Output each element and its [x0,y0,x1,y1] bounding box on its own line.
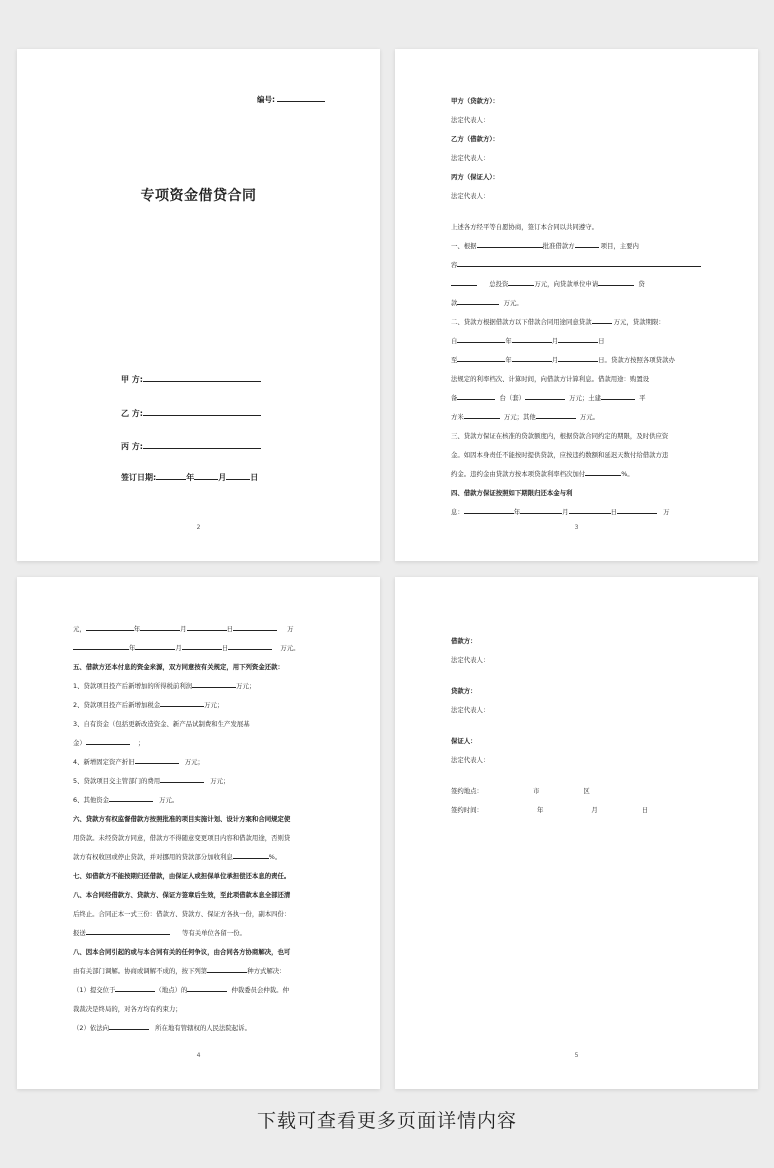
borrower-sign-heading: 借款方： [451,637,477,645]
contract-body [73,620,325,1038]
clause-4-line-1: 四、借款方保证按照如下期限归还本金与利 [451,489,573,497]
signing-date-label: 签订日期: [121,473,157,482]
contract-page-3 [17,577,380,1089]
funding-item-3: 3、自有资金（包括更新改造资金、新产品试制费和生产发展基 [73,720,250,728]
clause-2-line-6: 方米 万元；其他 万元。 [451,413,600,421]
clause-9-line-3: （1）提交位于 （地点）的 仲裁委员会仲裁。仲 [73,986,289,994]
party-c-field [121,439,261,452]
guarantor-heading: 丙方（保证人）： [451,173,499,181]
contract-page-cover [17,49,380,561]
page-number: 4 [196,1052,201,1059]
funding-item-1: 1、贷款项目投产后新增加的所得税前利润 万元； [73,682,256,690]
funding-item-3-cont: 金） ； [73,739,145,747]
lender-sign-rep: 法定代表人： [451,706,490,714]
clause-8-line-2: 后终止。合同正本一式三份：借款方、贷款方、保证方各执一份，副本四份： [73,910,291,918]
clause-1-line-2: 容 [451,256,703,275]
clause-2-line-5: 备 台（套） 万元；土建 平 [451,394,646,402]
borrower-sign-rep: 法定代表人： [451,656,490,664]
clause-4-line-2: 息： 年 月 日 万 [451,508,670,516]
contract-number-blank [277,93,325,102]
contract-page-2 [395,49,758,561]
clause-5: 五、借款方还本付息的资金来源，双方同意按有关规定，用下列资金还款： [73,663,284,671]
clause-6-line-3: 款方有权收回或停止贷款，并对挪用的贷款部分加收利息 %。 [73,853,282,861]
funding-item-4: 4、新增固定资产折旧 万元； [73,758,204,766]
guarantor-rep: 法定代表人： [451,192,490,200]
clause-6-line-2: 用贷款。未经贷款方同意，借款方不得随意变更项目内容和借款用途，否则贷 [73,834,291,842]
contract-number [257,93,325,105]
funding-item-5: 5、贷款项目交主管部门的费用 万元； [73,777,230,785]
page-number: 5 [574,1052,579,1059]
borrower-heading: 乙方（借款方）： [451,135,499,143]
page-number: 2 [196,524,201,531]
signature-block [451,632,703,820]
party-a-blank [143,372,261,382]
clause-2-line-2: 自 年 月 日 [451,337,605,345]
guarantor-sign-heading: 保证人： [451,737,477,745]
borrower-rep: 法定代表人： [451,154,490,162]
signing-date-field [121,470,258,483]
repayment-line-2: 年 月 日 万元。 [73,639,325,658]
party-b-field [121,406,261,419]
clause-2-line-1: 二、贷款方根据借款方以下借款合同用途同意贷款 万元，贷款期限： [451,318,665,326]
clause-3-line-2: 金。如因本身责任不能按时提供贷款，应按违约数额和延迟天数付给借款方违 [451,451,669,459]
party-a-field [121,372,261,385]
guarantor-sign-rep: 法定代表人： [451,756,490,764]
clause-2-line-4: 法规定的利率档次、计算时间，向借款方计算利息。借款用途：购置设 [451,375,650,383]
month-label: 月 [218,473,227,482]
lender-heading: 甲方（贷款方）： [451,97,499,105]
clause-3-line-1: 三、贷款方保证在核准的贷款额度内，根据贷款合同约定的期限，及时供应资 [451,432,669,440]
document-title: 专项资金借贷合同 [140,188,257,204]
party-a-label: 甲 方: [121,375,143,384]
lender-sign-heading: 贷款方： [451,687,477,695]
clause-1-line-4: 款 万元。 [451,299,523,307]
signing-time: 签约时间： 年 月 日 [451,806,649,814]
clause-1-line-3: 总投资 万元，向贷款单位申请 贷 [451,275,703,294]
clause-9-line-1: 八、因本合同引起的或与本合同有关的任何争议，由合同各方协商解决，也可 [73,948,291,956]
clause-1-line-1: 一、根据 批准借款方 项目，主要内 [451,242,639,250]
download-prompt: 下载可查看更多页面详情内容 [256,1110,517,1132]
contract-body [451,92,703,522]
party-c-label: 丙 方: [121,442,143,451]
page-number: 3 [574,524,579,531]
clause-2-line-3: 至 年 月 日。贷款方按照各项贷款办 [451,356,675,364]
funding-item-6: 6、其他资金 万元。 [73,796,179,804]
clause-9-line-5: （2）依法向 所在地有管辖权的人民法院起诉。 [73,1024,251,1032]
lender-rep: 法定代表人： [451,116,490,124]
party-b-blank [143,406,261,416]
intro-text: 上述各方经平等自愿协商，签订本合同以共同遵守。 [451,223,598,231]
year-label: 年 [186,473,195,482]
contract-page-4 [395,577,758,1089]
clause-3-line-3: 约金。违约金由贷款方按本项贷款利率档次加付 %。 [451,470,634,478]
clause-8-line-3: 报送 等有关单位各留一份。 [73,929,246,937]
signing-place: 签约地点： 市 区 [451,787,590,795]
repayment-line-1: 元， 年 月 日 万 [73,625,294,633]
clause-7: 七、如借款方不能按期归还借款，由保证人或担保单位承担偿还本息的责任。 [73,872,291,880]
contract-number-label: 编号: [257,95,275,104]
clause-8-line-1: 八、本合同经借款方、贷款方、保证方签章后生效，至此项借款本息全部还清 [73,891,291,899]
funding-item-2: 2、贷款项目投产后新增加税金 万元； [73,701,224,709]
clause-6-line-1: 六、贷款方有权监督借款方按照批准的项目实施计划、设计方案和合同规定使 [73,815,291,823]
party-c-blank [143,439,261,449]
clause-9-line-4: 裁裁决是终局的，对各方均有约束力； [73,1005,182,1013]
day-label: 日 [250,473,259,482]
party-b-label: 乙 方: [121,409,143,418]
clause-9-line-2: 由有关部门调解。协商或调解不成的，按下列第 种方式解决： [73,967,286,975]
